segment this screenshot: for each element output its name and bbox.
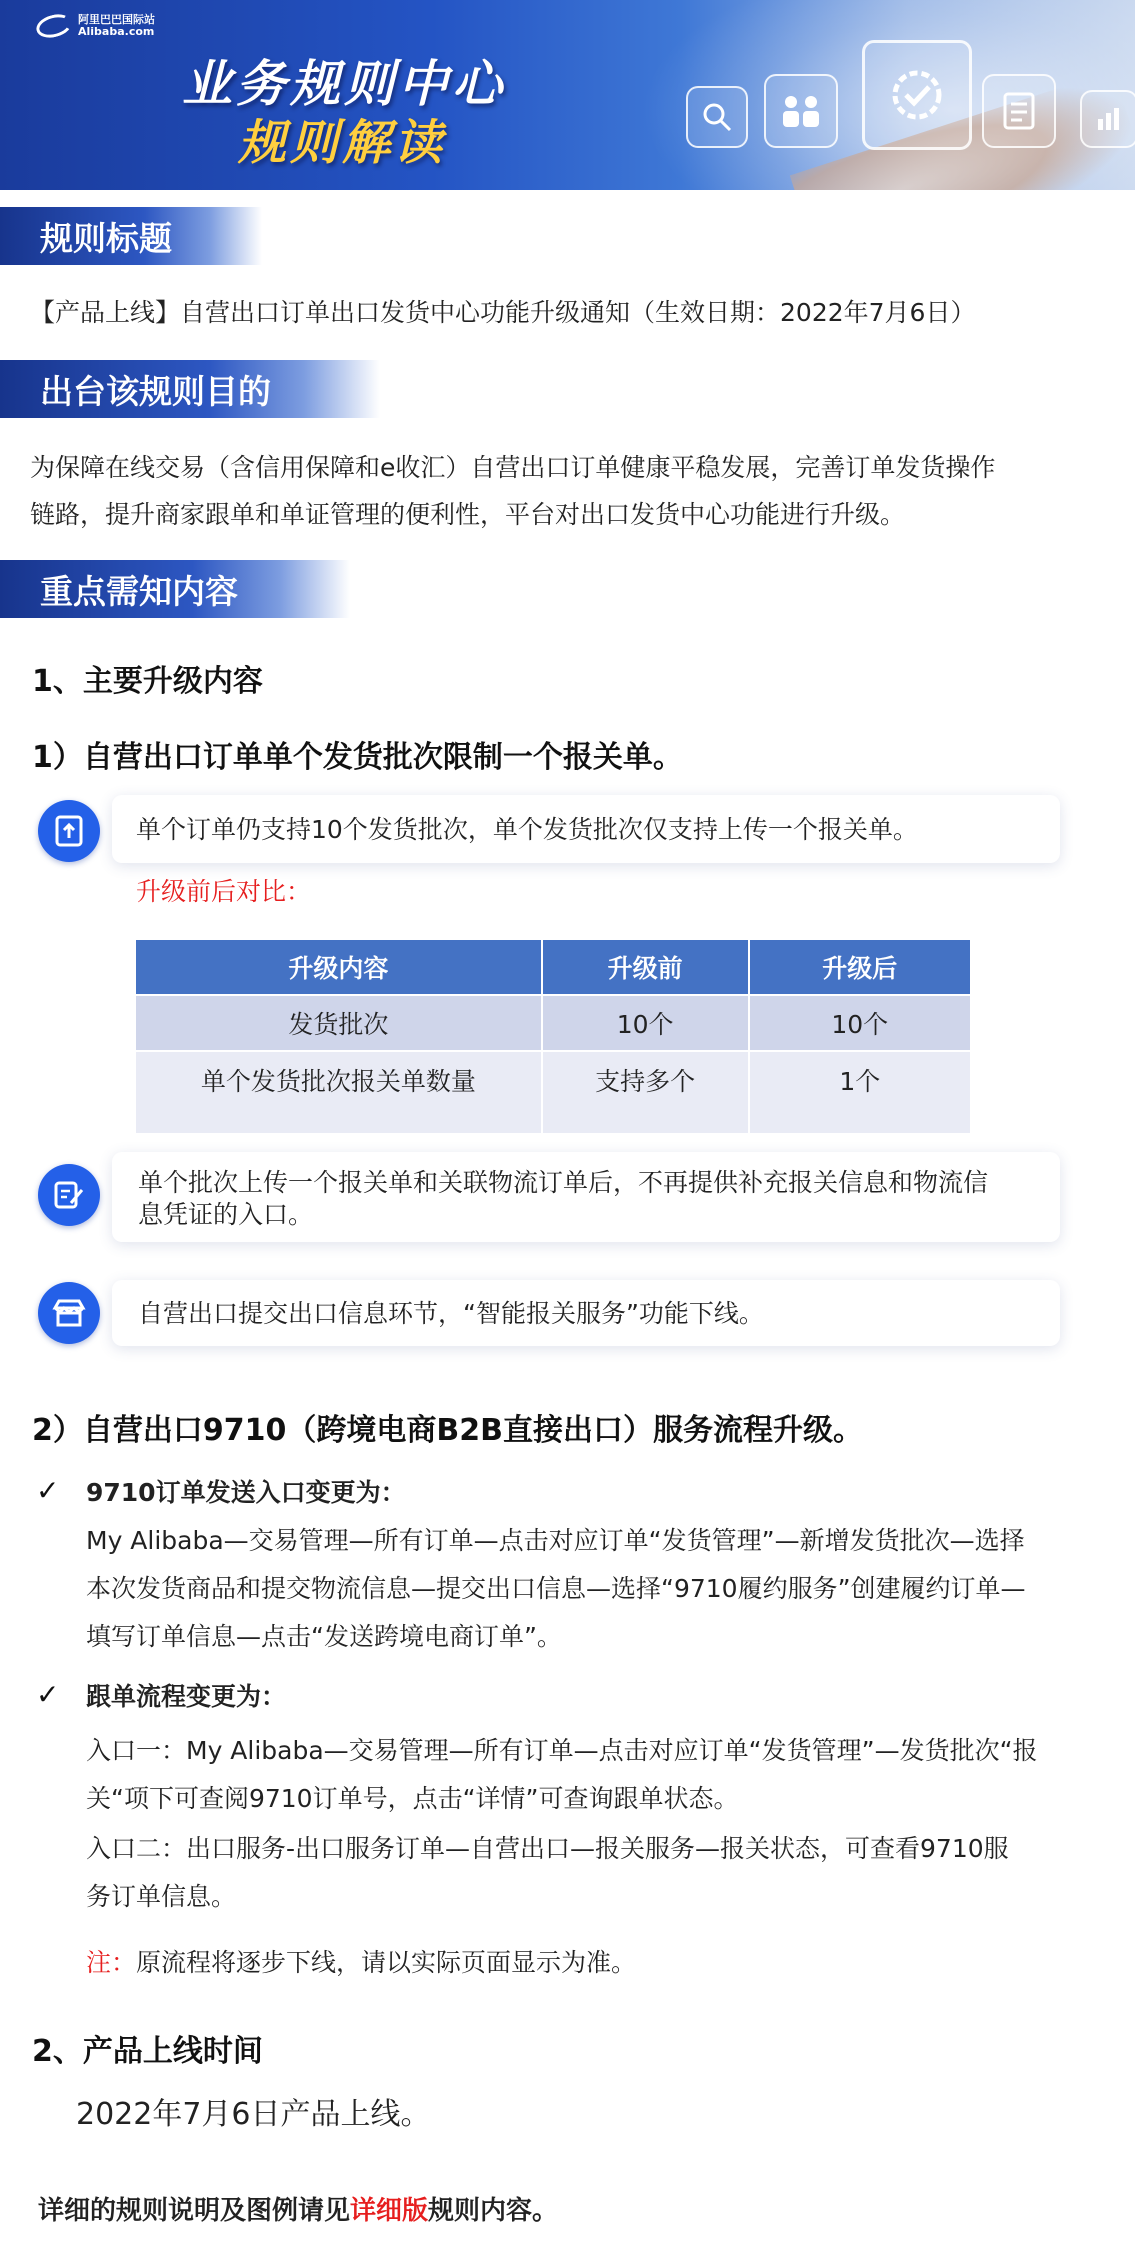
card-1-text: 单个订单仍支持10个发货批次，单个发货批次仅支持上传一个报关单。 [136, 815, 918, 844]
section-header-key-content: 重点需知内容 [0, 560, 350, 618]
people-icon [764, 74, 838, 148]
logo-text-cn: 阿里巴巴国际站 [78, 13, 155, 26]
heading-main-upgrade: 1、主要升级内容 [32, 664, 263, 699]
table-cell: 支持多个 [542, 1051, 749, 1134]
note [86, 1940, 636, 1986]
heading-launch-time: 2、产品上线时间 [32, 2034, 263, 2069]
table-cell: 10个 [749, 995, 971, 1051]
section-header-purpose: 出台该规则目的 [0, 360, 380, 418]
check-1-line-2: 本次发货商品和提交物流信息—提交出口信息—选择“9710履约服务”创建履约订单— [86, 1574, 1026, 1603]
banner [0, 0, 1135, 190]
table-header: 升级后 [749, 939, 971, 995]
card-2-line-2: 息凭证的入口。 [138, 1200, 314, 1229]
check-2-line-4: 务订单信息。 [86, 1882, 237, 1911]
section-header-rule-title: 规则标题 [0, 207, 262, 265]
gear-check-icon [862, 40, 972, 150]
rule-title-text: 【产品上线】自营出口订单出口发货中心功能升级通知（生效日期：2022年7月6日） [30, 298, 976, 327]
compare-label: 升级前后对比： [136, 877, 312, 906]
note-text: 原流程将逐步下线，请以实际页面显示为准。 [136, 1948, 637, 1977]
checkmark-icon: ✓ [36, 1474, 60, 1507]
check-2-line-3: 入口二：出口服务-出口服务订单—自营出口—报关服务—报关状态，可查看9710服 [86, 1834, 1009, 1863]
alibaba-logo-icon [34, 11, 74, 42]
upload-doc-icon [38, 800, 100, 862]
footer-note [38, 2188, 558, 2234]
table-cell: 单个发货批次报关单数量 [135, 1051, 542, 1134]
table-cell: 10个 [542, 995, 749, 1051]
launch-time-text: 2022年7月6日产品上线。 [76, 2097, 431, 2132]
alibaba-logo [36, 14, 155, 38]
banner-title: 业务规则中心 [182, 55, 506, 113]
heading-upgrade-2: 2）自营出口9710（跨境电商B2B直接出口）服务流程升级。 [32, 1413, 863, 1448]
banner-subtitle: 规则解读 [238, 115, 447, 171]
footer-pre: 详细的规则说明及图例请见 [38, 2196, 351, 2226]
note-label: 注： [86, 1948, 137, 1977]
table-cell: 1个 [749, 1051, 971, 1134]
table-row [135, 1051, 971, 1134]
table-header-row [135, 939, 971, 995]
footer-detail-link[interactable]: 详细版 [350, 2196, 429, 2226]
checkmark-icon: ✓ [36, 1678, 60, 1711]
check-1-title: 9710订单发送入口变更为： [86, 1478, 406, 1507]
chart-icon [1080, 90, 1135, 148]
purpose-line-2: 链路，提升商家跟单和单证管理的便利性，平台对出口发货中心功能进行升级。 [30, 500, 906, 529]
check-2-line-1: 入口一：My Alibaba—交易管理—所有订单—点击对应订单“发货管理”—发货批次“报 [86, 1736, 1038, 1765]
table-cell: 发货批次 [135, 995, 542, 1051]
card-2-line-1: 单个批次上传一个报关单和关联物流订单后，不再提供补充报关信息和物流信 [138, 1168, 989, 1197]
check-2-line-2: 关“项下可查阅9710订单号，点击“详情”可查询跟单状态。 [86, 1784, 739, 1813]
check-2-title: 跟单流程变更为： [86, 1682, 287, 1711]
purpose-line-1: 为保障在线交易（含信用保障和e收汇）自营出口订单健康平稳发展，完善订单发货操作 [30, 453, 996, 482]
footer-post: 规则内容。 [428, 2196, 559, 2226]
check-1-line-3: 填写订单信息—点击“发送跨境电商订单”。 [86, 1622, 562, 1651]
table-row [135, 995, 971, 1051]
document-icon [982, 74, 1056, 148]
logo-text-en: Alibaba.com [78, 25, 155, 38]
store-icon [38, 1282, 100, 1344]
magnifier-icon [686, 86, 748, 148]
comparison-table [134, 938, 972, 1135]
heading-upgrade-1: 1）自营出口订单单个发货批次限制一个报关单。 [32, 740, 683, 775]
edit-doc-icon [38, 1164, 100, 1226]
check-1-line-1: My Alibaba—交易管理—所有订单—点击对应订单“发货管理”—新增发货批次—选择 [86, 1526, 1025, 1555]
card-3-text: 自营出口提交出口信息环节，“智能报关服务”功能下线。 [138, 1299, 764, 1328]
table-header: 升级内容 [135, 939, 542, 995]
table-header: 升级前 [542, 939, 749, 995]
